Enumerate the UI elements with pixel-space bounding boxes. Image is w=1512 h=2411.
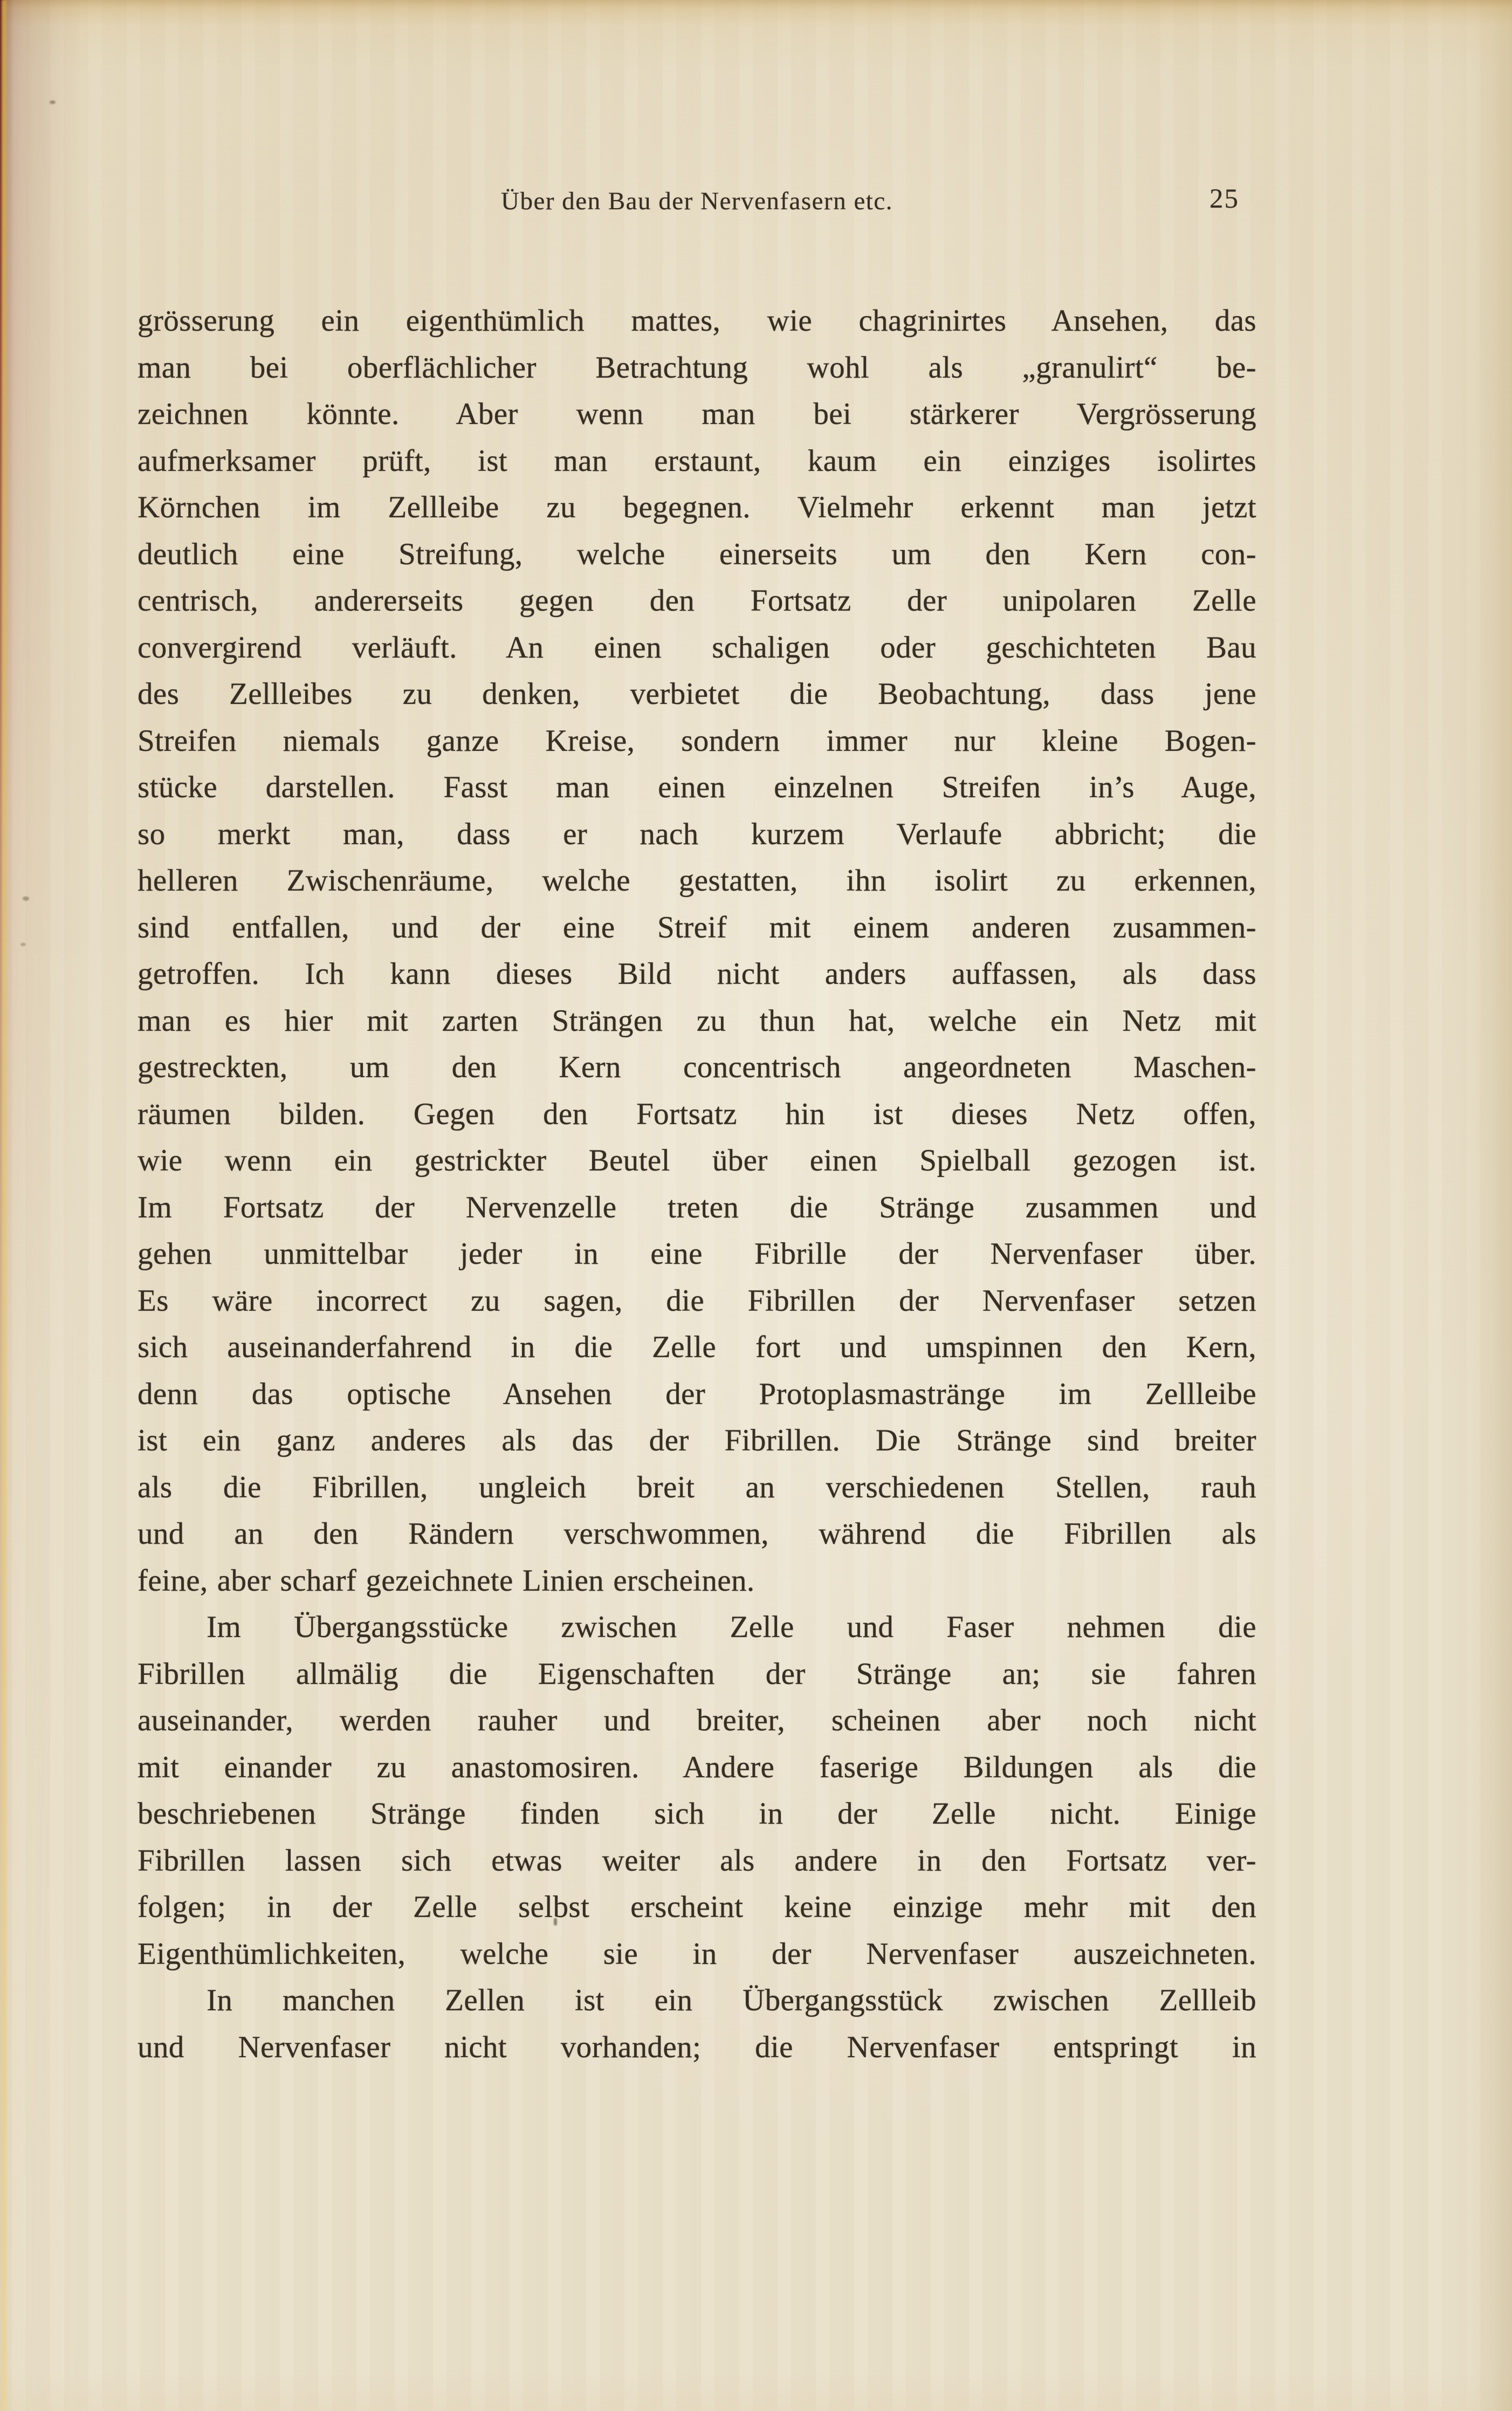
text-line: centrisch, andererseits gegen den Fortsatz der unipolaren Zelle	[138, 584, 1256, 618]
text-line: beschriebenen Stränge finden sich in der Zelle nicht. Einige	[138, 1797, 1256, 1831]
text-line: feine, aber scharf gezeichnete Linien erscheinen.	[138, 1563, 755, 1598]
body-text	[138, 298, 1256, 2071]
text-line: gestreckten, um den Kern concentrisch angeordneten Maschen-	[138, 1050, 1256, 1084]
text-line: In manchen Zellen ist ein Übergangsstück zwischen Zellleib	[207, 1983, 1256, 2017]
text-line: mit einander zu anastomosiren. Andere faserige Bildungen als die	[138, 1750, 1256, 1784]
text-line: sich auseinanderfahrend in die Zelle fort und umspinnen den Kern,	[138, 1330, 1256, 1364]
text-line: Im Übergangsstücke zwischen Zelle und Faser nehmen die	[207, 1610, 1256, 1644]
text-line: convergirend verläuft. An einen schaligen oder geschichteten Bau	[138, 630, 1256, 665]
text-line: Eigenthümlichkeiten, welche sie in der Nervenfaser auszeichneten.	[138, 1936, 1256, 1971]
text-line: gehen unmittelbar jeder in eine Fibrille der Nervenfaser über.	[138, 1237, 1256, 1271]
paper-speck	[50, 100, 56, 104]
text-line: aufmerksamer prüft, ist man erstaunt, kaum ein einziges isolirtes	[138, 443, 1256, 478]
text-line: so merkt man, dass er nach kurzem Verlaufe abbricht; die	[138, 817, 1256, 851]
text-line: deutlich eine Streifung, welche einerseits um den Kern con-	[138, 537, 1256, 571]
text-line: grösserung ein eigenthümlich mattes, wie chagrinirtes Ansehen, das	[138, 304, 1256, 338]
text-line: als die Fibrillen, ungleich breit an verschiedenen Stellen, rauh	[138, 1470, 1256, 1504]
text-line: sind entfallen, und der eine Streif mit einem anderen zusammen-	[138, 910, 1256, 944]
running-header	[138, 184, 1256, 225]
text-line: des Zellleibes zu denken, verbietet die Beobachtung, dass jene	[138, 677, 1256, 711]
page-edge-gold-line	[2, 0, 6, 2411]
text-line: Fibrillen allmälig die Eigenschaften der Stränge an; sie fahren	[138, 1656, 1256, 1691]
page-number: 25	[1209, 184, 1239, 214]
text-line: denn das optische Ansehen der Protoplasmastränge im Zellleibe	[138, 1376, 1256, 1411]
text-line: und an den Rändern verschwommen, während die Fibrillen als	[138, 1517, 1256, 1551]
book-gutter-edge	[0, 0, 81, 2411]
text-line: Streifen niemals ganze Kreise, sondern immer nur kleine Bogen-	[138, 723, 1256, 758]
text-line: man es hier mit zarten Strängen zu thun hat, welche ein Netz mit	[138, 1003, 1256, 1038]
text-line: Es wäre incorrect zu sagen, die Fibrillen der Nervenfaser setzen	[138, 1283, 1256, 1318]
text-line: räumen bilden. Gegen den Fortsatz hin ist dieses Netz offen,	[138, 1097, 1256, 1131]
text-line: zeichnen könnte. Aber wenn man bei stärkerer Vergrösserung	[138, 397, 1256, 431]
text-line: und Nervenfaser nicht vorhanden; die Nervenfaser entspringt in	[138, 2030, 1256, 2064]
running-title: Über den Bau der Nervenfasern etc.	[501, 187, 893, 215]
text-line: helleren Zwischenräume, welche gestatten, ihn isolirt zu erkennen,	[138, 864, 1256, 898]
text-line: auseinander, werden rauher und breiter, scheinen aber noch nicht	[138, 1703, 1256, 1737]
text-line: getroffen. Ich kann dieses Bild nicht anders auffassen, als dass	[138, 957, 1256, 991]
text-line: Körnchen im Zellleibe zu begegnen. Vielmehr erkennt man jetzt	[138, 490, 1256, 524]
text-line: stücke darstellen. Fasst man einen einzelnen Streifen in’s Auge,	[138, 770, 1256, 804]
text-line: ist ein ganz anderes als das der Fibrillen. Die Stränge sind breiter	[138, 1423, 1256, 1457]
text-line: Im Fortsatz der Nervenzelle treten die Stränge zusammen und	[138, 1190, 1256, 1224]
paper-speck	[23, 896, 29, 901]
text-line: Fibrillen lassen sich etwas weiter als andere in den Fortsatz ver-	[138, 1843, 1256, 1878]
paper-speck	[20, 943, 26, 946]
text-line: wie wenn ein gestrickter Beutel über einen Spielball gezogen ist.	[138, 1143, 1256, 1177]
text-line: folgen; in der Zelle selbst erscheint keine einzige mehr mit den	[138, 1890, 1256, 1924]
text-line: man bei oberflächlicher Betrachtung wohl als „granulirt“ be-	[138, 350, 1256, 385]
